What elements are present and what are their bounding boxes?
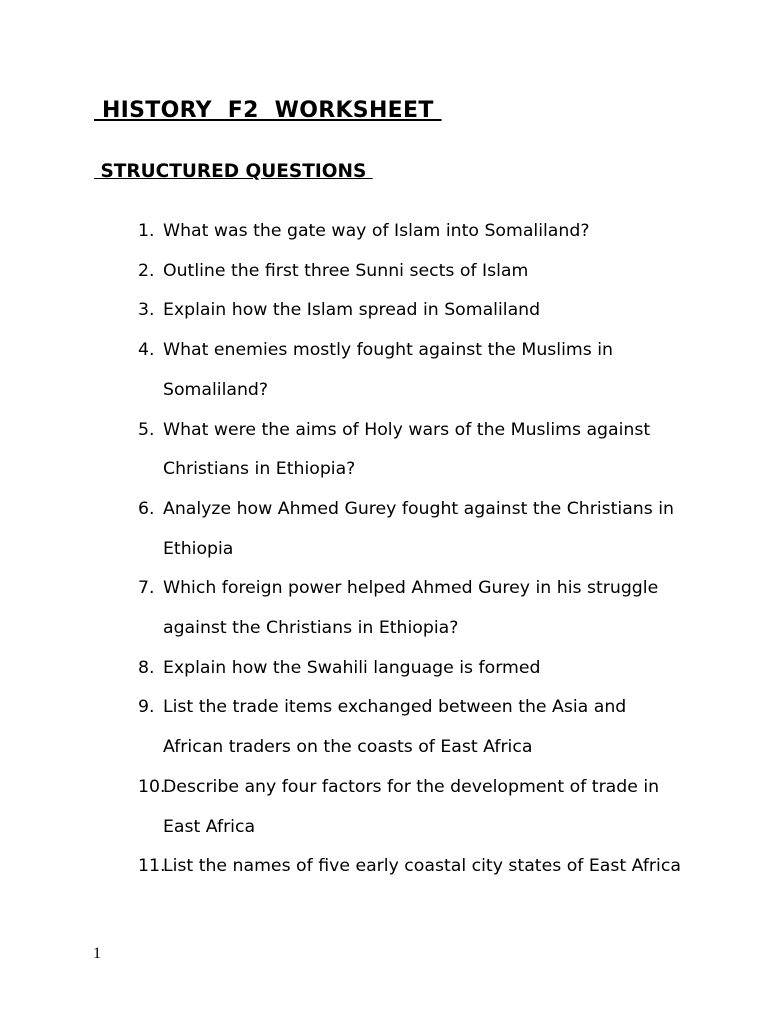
question-number: 9. xyxy=(138,697,155,718)
question-text: Analyze how Ahmed Gurey fought against the Christians in Ethiopia xyxy=(163,498,674,559)
question-item xyxy=(0,847,768,887)
question-number: 11. xyxy=(138,856,166,877)
page-title: HISTORY F2 WORKSHEET xyxy=(94,98,442,123)
question-item xyxy=(0,768,768,847)
question-text: Which foreign power helped Ahmed Gurey in his struggle against the Christians in Ethiopia? xyxy=(163,578,659,639)
question-number: 5. xyxy=(138,419,155,440)
question-text: Explain how the Islam spread in Somaliland xyxy=(163,300,541,321)
question-item xyxy=(0,490,768,569)
question-number: 3. xyxy=(138,300,155,321)
question-text: What was the gate way of Islam into Somaliland? xyxy=(163,221,590,241)
question-list xyxy=(0,212,768,887)
question-text: What enemies mostly fought against the Muslims in Somaliland? xyxy=(163,340,613,400)
question-number: 4. xyxy=(138,340,155,361)
question-text: What were the aims of Holy wars of the Muslims against Christians in Ethiopia? xyxy=(163,419,651,480)
question-number: 6. xyxy=(138,498,155,519)
question-number: 1. xyxy=(138,221,155,241)
question-number: 8. xyxy=(138,657,155,678)
question-item xyxy=(0,331,768,410)
question-item xyxy=(0,411,768,490)
question-text: List the names of five early coastal city states of East Africa xyxy=(163,856,681,877)
question-number: 2. xyxy=(138,260,155,281)
question-item xyxy=(0,252,768,292)
question-text: Explain how the Swahili language is formed xyxy=(163,657,541,678)
question-item xyxy=(0,212,768,252)
question-item xyxy=(0,569,768,648)
question-number: 10. xyxy=(138,776,166,797)
question-text: List the trade items exchanged between the Asia and African traders on the coasts of East Africa xyxy=(163,697,627,758)
question-item xyxy=(0,291,768,331)
question-number: 7. xyxy=(138,578,155,599)
section-heading: STRUCTURED QUESTIONS xyxy=(94,161,373,182)
question-item xyxy=(0,649,768,689)
question-text: Describe any four factors for the development of trade in East Africa xyxy=(163,776,660,837)
page-number: 1 xyxy=(93,945,101,962)
question-item xyxy=(0,688,768,767)
question-text: Outline the first three Sunni sects of Islam xyxy=(163,260,529,281)
